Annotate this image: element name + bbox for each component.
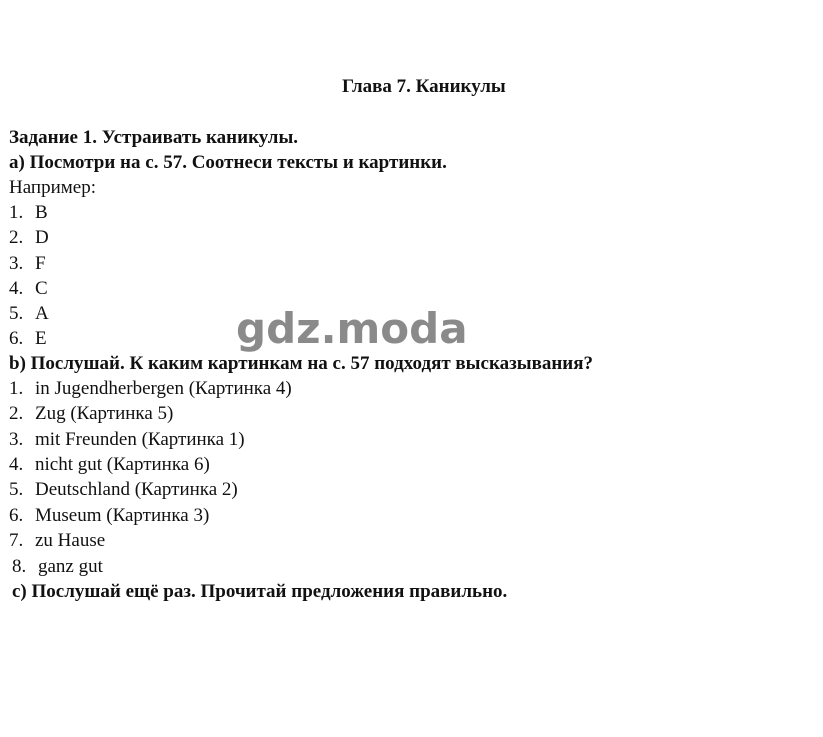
list-item: 4. nicht gut (Картинка 6) [9, 454, 210, 475]
list-item: 6. Museum (Картинка 3) [9, 505, 210, 526]
list-item: 3. mit Freunden (Картинка 1) [9, 429, 245, 450]
part-b-heading: b) Послушай. К каким картинкам на с. 57 подходят высказывания? [9, 353, 594, 374]
list-item: 5. A [9, 303, 49, 324]
list-item: 4. C [9, 278, 48, 299]
list-item: 3. F [9, 253, 46, 274]
list-item: 7. zu Hause [9, 530, 106, 551]
task-heading: Задание 1. Устраивать каникулы. [9, 127, 299, 148]
part-c-heading: c) Послушай ещё раз. Прочитай предложения правильно. [12, 581, 508, 602]
page-title: Глава 7. Каникулы [342, 76, 506, 97]
part-a-heading: a) Посмотри на с. 57. Соотнеси тексты и картинки. [9, 152, 447, 173]
list-item: 1. in Jugendherbergen (Картинка 4) [9, 378, 292, 399]
watermark: gdz.moda [236, 304, 468, 353]
list-item: 6. E [9, 328, 47, 349]
example-label: Например: [9, 177, 96, 198]
list-item: 1. B [9, 202, 48, 223]
list-item: 5. Deutschland (Картинка 2) [9, 479, 238, 500]
list-item: 2. D [9, 227, 49, 248]
list-item: 2. Zug (Картинка 5) [9, 403, 174, 424]
list-item: 8. ganz gut [12, 556, 103, 577]
